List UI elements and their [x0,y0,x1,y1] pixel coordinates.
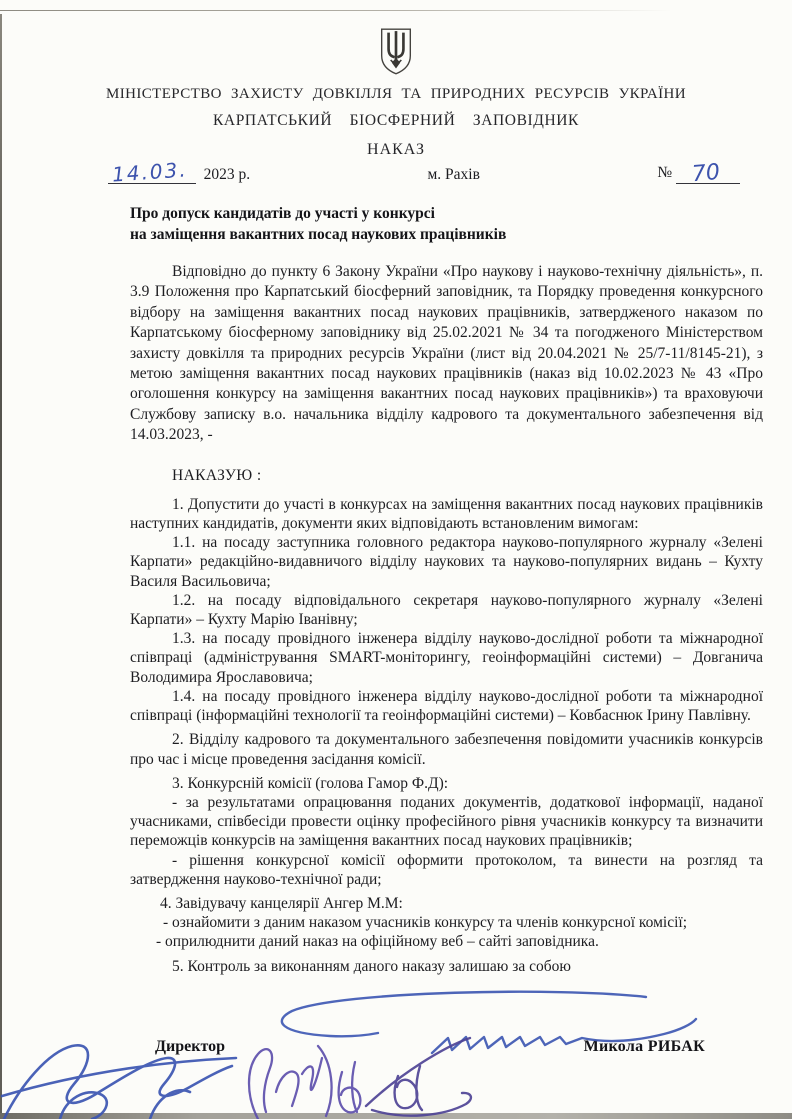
scan-edge-left [0,14,2,1119]
number-group [657,159,740,188]
order-item-5: 5. Контроль за виконанням даного наказу залишаю за собою [172,957,571,975]
order-item-3: 3. Конкурсній комісії (голова Гамор Ф.Д): [172,774,449,792]
approval-signature-ink-3 [339,1062,361,1112]
handwritten-date: 14.03. [111,156,189,187]
order-item-4-bullet-1: - ознайомити з даним наказом учасників конкурсу та членів конкурсної комісії; [163,914,688,932]
date-line [108,156,740,188]
ukraine-trident-emblem [379,27,414,76]
scan-edge-top [0,10,672,11]
order-item-3-bullet-2: - рішення конкурсної комісії оформити протоколом, та винести на розгляд та затвердження науково-технічної ради; [130,851,763,888]
order-item-1-3: 1.3. на посаду провідного інженера відділу науково-дослідної роботи та міжнародної співпраці (адміністрування SMART-моніторингу, геоінформаційні системи) – Довганича Володимира Ярославовича; [130,630,763,686]
date-year: 2023 р. [203,165,251,183]
signer-name: Микола РИБАК [583,1038,705,1055]
signer-title: Директор [155,1038,225,1055]
document-body [130,203,763,976]
date-group [108,156,251,187]
organization-name: КАРПАТСЬКИЙ БІОСФЕРНИЙ ЗАПОВІДНИК [212,112,579,129]
order-item-4: 4. Завідувачу канцелярії Ангер М.М: [160,894,403,912]
order-item-1: 1. Допустити до участі в конкурсах на заміщення вакантних посад наукових працівників наступних кандидатів, документи яких відповідають встановленим вимогам: [130,495,763,533]
document-type-title: НАКАЗ [367,141,425,158]
order-item-1-2: 1.2. на посаду відповідального секретаря науково-популярного журналу «Зелені Карпати» – Кухту Марію Іванівну; [130,591,763,629]
preamble-paragraph: Відповідно до пункту 6 Закону України «Про наукову і науково-технічну діяльність», п. 3.9 Положення про Карпатський біосферний заповідник, та Порядку проведення конкурсного відбору на заміщення вакантних посад наукових працівників, затвердженого наказом по Карпатському біосферному заповіднику від 25.02.2021 № 34 та погодженого Міністерством захисту довкілля та природних ресурсів України (лист від 20.04.2021 № 25/7-11/8145-21), з метою заміщення вакантних посад наукових працівників (наказ від 10.02.2023 № 43 «Про оголошення конкурсу на заміщення вакантних посад наукових працівників») та враховуючи Службову записку в.о. начальника відділу кадрового та документального забезпечення від 14.03.2023, - [130,263,763,444]
ministry-name: МІНІСТЕРСТВО ЗАХИСТУ ДОВКІЛЛЯ ТА ПРИРОДНИХ РЕСУРСІВ УКРАЇНИ [106,86,686,102]
order-item-2: 2. Відділу кадрового та документального забезпечення повідомити учасників конкурсів про час і місце проведення засідання комісії. [130,731,763,768]
order-word: НАКАЗУЮ : [172,466,262,484]
date-underline [108,156,196,187]
scan-edge-bottom [0,1113,792,1119]
order-item-1-4: 1.4. на посаду провідного інженера відділу науково-дослідної роботи та міжнародної співпраці (інформаційні технології та геоінформаційні системи) – Ковбаснюк Ірину Павлівну. [130,687,763,725]
number-underline [676,159,740,188]
city-name: м. Рахів [427,166,480,183]
handwritten-number: 70 [690,159,721,188]
order-item-4-bullet-2: - оприлюднити даний наказ на офіційному веб – сайті заповідника. [156,933,599,951]
number-label: № [657,164,673,181]
subject-line-2: на заміщення вакантних посад наукових працівників [130,226,507,243]
order-item-1-1: 1.1. на посаду заступника головного редактора науково-популярного журналу «Зелені Карпати» редакційно-видавничого відділу наукових та науково-популярних видань – Кухту Василя Васильовича; [130,534,763,590]
subject-line-1: Про допуск кандидатів до участі у конкурсі [130,205,435,222]
order-item-3-bullet-1: - за результатами опрацювання поданих документів, додаткової інформації, наданої учасниками, співбесіди провести оцінку професійного рівня учасників конкурсу та визначити переможців конкурсів на заміщення вакантних посад наукових працівників; [130,793,763,850]
signature-row [0,1038,792,1060]
